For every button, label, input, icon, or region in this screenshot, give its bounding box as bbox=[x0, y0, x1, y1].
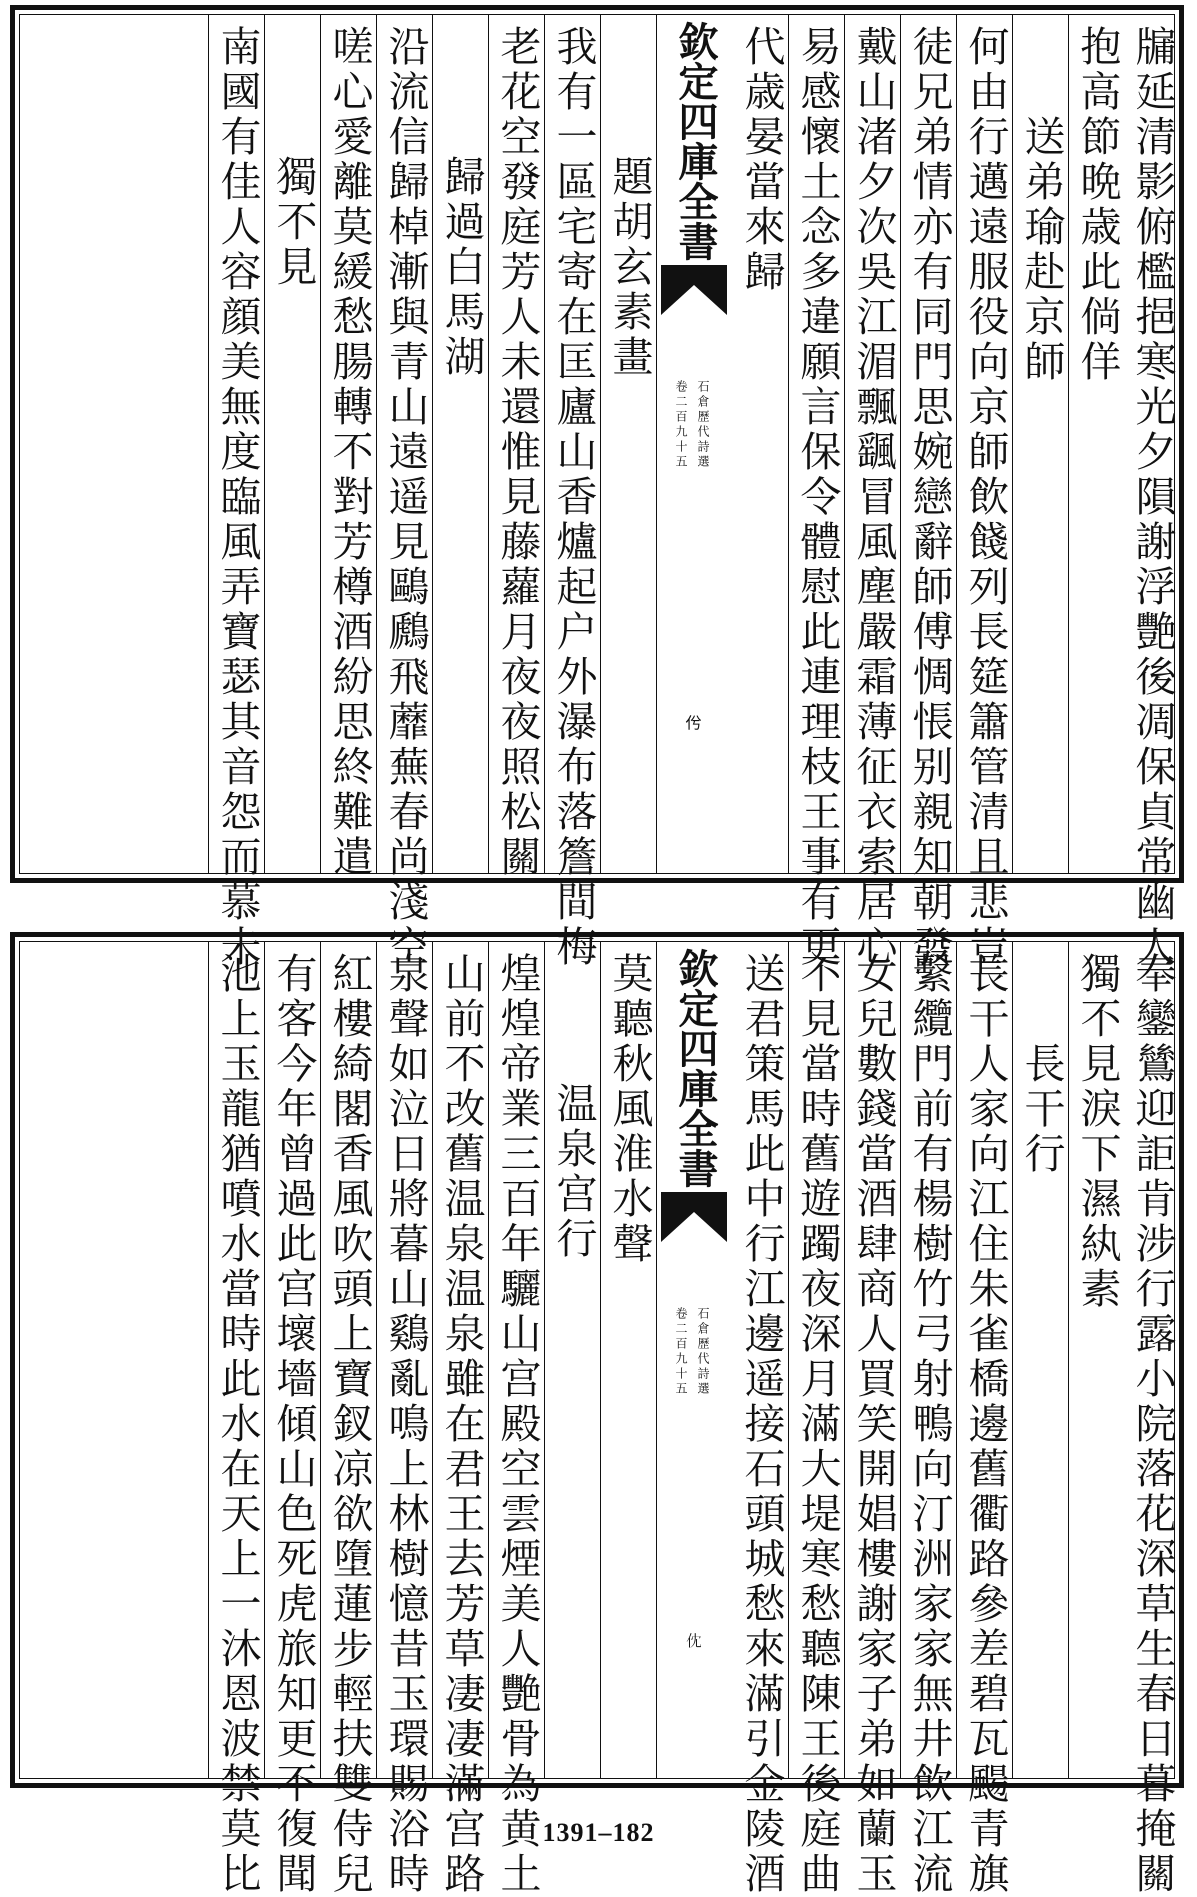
text-column bbox=[1012, 942, 1069, 1778]
text-column bbox=[600, 15, 657, 873]
text-column bbox=[900, 15, 957, 970]
column-text: 不見當時舊遊躅夜深月滿大堤寒愁聽陳王後庭曲 bbox=[793, 952, 842, 1897]
text-column bbox=[376, 15, 433, 970]
text-column bbox=[320, 942, 377, 1897]
column-text: 抱高節晩歳此倘佯 bbox=[1073, 25, 1122, 385]
section-heading: 長干行 bbox=[1017, 1042, 1066, 1177]
column-text: 老花空發庭芳人未還惟見藤蘿月夜夜照松關 bbox=[493, 25, 542, 880]
column-text: 送君策馬此中行江邊遥接石頭城愁來滿引金陵酒 bbox=[737, 952, 786, 1897]
collection-title: 石倉歷代詩選 bbox=[696, 380, 710, 470]
page-number: 1391–182 bbox=[542, 1818, 655, 1847]
volume-number: 卷二百九十五 bbox=[674, 1307, 688, 1397]
top-page bbox=[10, 5, 1184, 970]
column-text: 莫聽秋風淮水聲 bbox=[605, 952, 654, 1267]
leaf-number: 𠆵 bbox=[684, 715, 703, 731]
column-text: 我有一區宅寄在匡廬山香爐起户外瀑布落簷間梅 bbox=[549, 25, 598, 970]
text-column bbox=[432, 15, 489, 873]
top-page-frame bbox=[19, 14, 1177, 970]
text-column bbox=[1124, 15, 1180, 970]
column-text: 女兒數錢當酒肆商人買笑開娼樓謝家子弟如蘭玉 bbox=[849, 952, 898, 1897]
section-heading: 歸過白馬湖 bbox=[437, 155, 486, 380]
leaf-number: 𠆶 bbox=[684, 1632, 703, 1648]
text-column bbox=[956, 15, 1013, 970]
text-column bbox=[1124, 942, 1180, 1897]
column-text: 煌煌帝業三百年驪山宫殿空雲煙美人艷骨為黄土 bbox=[493, 952, 542, 1897]
text-column bbox=[956, 942, 1013, 1897]
column-text: 山前不改舊温泉温泉雖在君王去芳草凄凄滿宫路 bbox=[437, 952, 486, 1897]
text-column bbox=[788, 942, 845, 1897]
column-text: 徒兄弟情亦有同門思婉戀辭師傅惆悵别親知朝發 bbox=[905, 25, 954, 970]
text-column bbox=[432, 942, 489, 1897]
column-text: 奉鑾鷥迎詎肯涉行露小院落花深草生春日暮掩關 bbox=[1128, 952, 1177, 1897]
column-text: 紅樓綺閣香風吹頭上寶釵凉欲墮蓮步輕扶雙侍兒 bbox=[325, 952, 374, 1897]
text-column bbox=[1068, 942, 1125, 1778]
collection-title: 石倉歷代詩選 bbox=[696, 1307, 710, 1397]
text-column bbox=[264, 15, 321, 873]
text-column bbox=[208, 942, 265, 1897]
section-heading: 獨不見 bbox=[269, 155, 318, 290]
column-text: 戴山渚夕次吳江湄飄颻冒風塵嚴霜薄征衣索居心 bbox=[849, 25, 898, 970]
column-text: 池上玉龍猶噴水當時此水在天上一沐恩波禁莫比 bbox=[213, 952, 262, 1897]
text-column bbox=[732, 15, 789, 873]
text-column bbox=[900, 942, 957, 1897]
fishtail-mark-icon bbox=[661, 1192, 727, 1242]
column-text: 沿流信歸棹漸與青山遠遥見鷗鷉飛蘼蕪春尚淺空 bbox=[381, 25, 430, 970]
text-column bbox=[844, 15, 901, 970]
column-text: 獨不見淚下濕紈素 bbox=[1073, 952, 1122, 1312]
text-column bbox=[1012, 15, 1069, 873]
section-heading: 題胡玄素畫 bbox=[605, 155, 654, 380]
text-column bbox=[732, 942, 789, 1897]
column-text: 南國有佳人容顔美無度臨風弄寶瑟其音怨而慕未 bbox=[213, 25, 262, 970]
book-name: 欽定四庫全書 bbox=[672, 21, 719, 261]
text-column bbox=[320, 15, 377, 880]
column-text: 代歳晏當來歸 bbox=[737, 25, 786, 295]
column-text: 繫纜門前有楊樹竹弓射鴨向汀洲家家無井飲江流 bbox=[905, 952, 954, 1897]
text-column bbox=[376, 942, 433, 1897]
text-column bbox=[1068, 15, 1125, 873]
text-column bbox=[600, 942, 657, 1778]
text-column bbox=[788, 15, 845, 970]
column-text: 泉聲如泣日將暮山鷄亂鳴上林樹憶昔玉環賜浴時 bbox=[381, 952, 430, 1897]
text-column bbox=[544, 942, 601, 1778]
text-column bbox=[264, 942, 321, 1897]
text-column bbox=[488, 15, 545, 880]
column-text: 易感懷土念多違願言保令體慰此連理枝王事有更 bbox=[793, 25, 842, 970]
text-column bbox=[208, 15, 265, 970]
column-text: 何由行邁遠服役向京師飲餞列長筵簫管清且悲豈 bbox=[961, 25, 1010, 970]
text-column bbox=[544, 15, 601, 970]
column-text: 嗟心愛離莫緩愁腸轉不對芳樽酒紛思終難遣 bbox=[325, 25, 374, 880]
text-column bbox=[488, 942, 545, 1897]
volume-number: 卷二百九十五 bbox=[674, 380, 688, 470]
section-heading: 送弟瑜赴京師 bbox=[1017, 115, 1066, 385]
fishtail-mark-icon bbox=[661, 265, 727, 315]
center-fold bbox=[656, 15, 733, 873]
text-column bbox=[844, 942, 901, 1897]
section-heading: 温泉宫行 bbox=[549, 1082, 598, 1262]
column-text: 有客今年曾過此宫壞墻傾山色死虎旅知更不復聞 bbox=[269, 952, 318, 1897]
column-text: 長干人家向江住朱雀橋邊舊衢路參差碧瓦颺青旗 bbox=[961, 952, 1010, 1897]
center-fold bbox=[656, 942, 733, 1778]
column-text: 牖延清影俯檻挹寒光夕隕謝浮艷後凋保貞常幽人 bbox=[1128, 25, 1177, 970]
book-name: 欽定四庫全書 bbox=[672, 948, 719, 1188]
